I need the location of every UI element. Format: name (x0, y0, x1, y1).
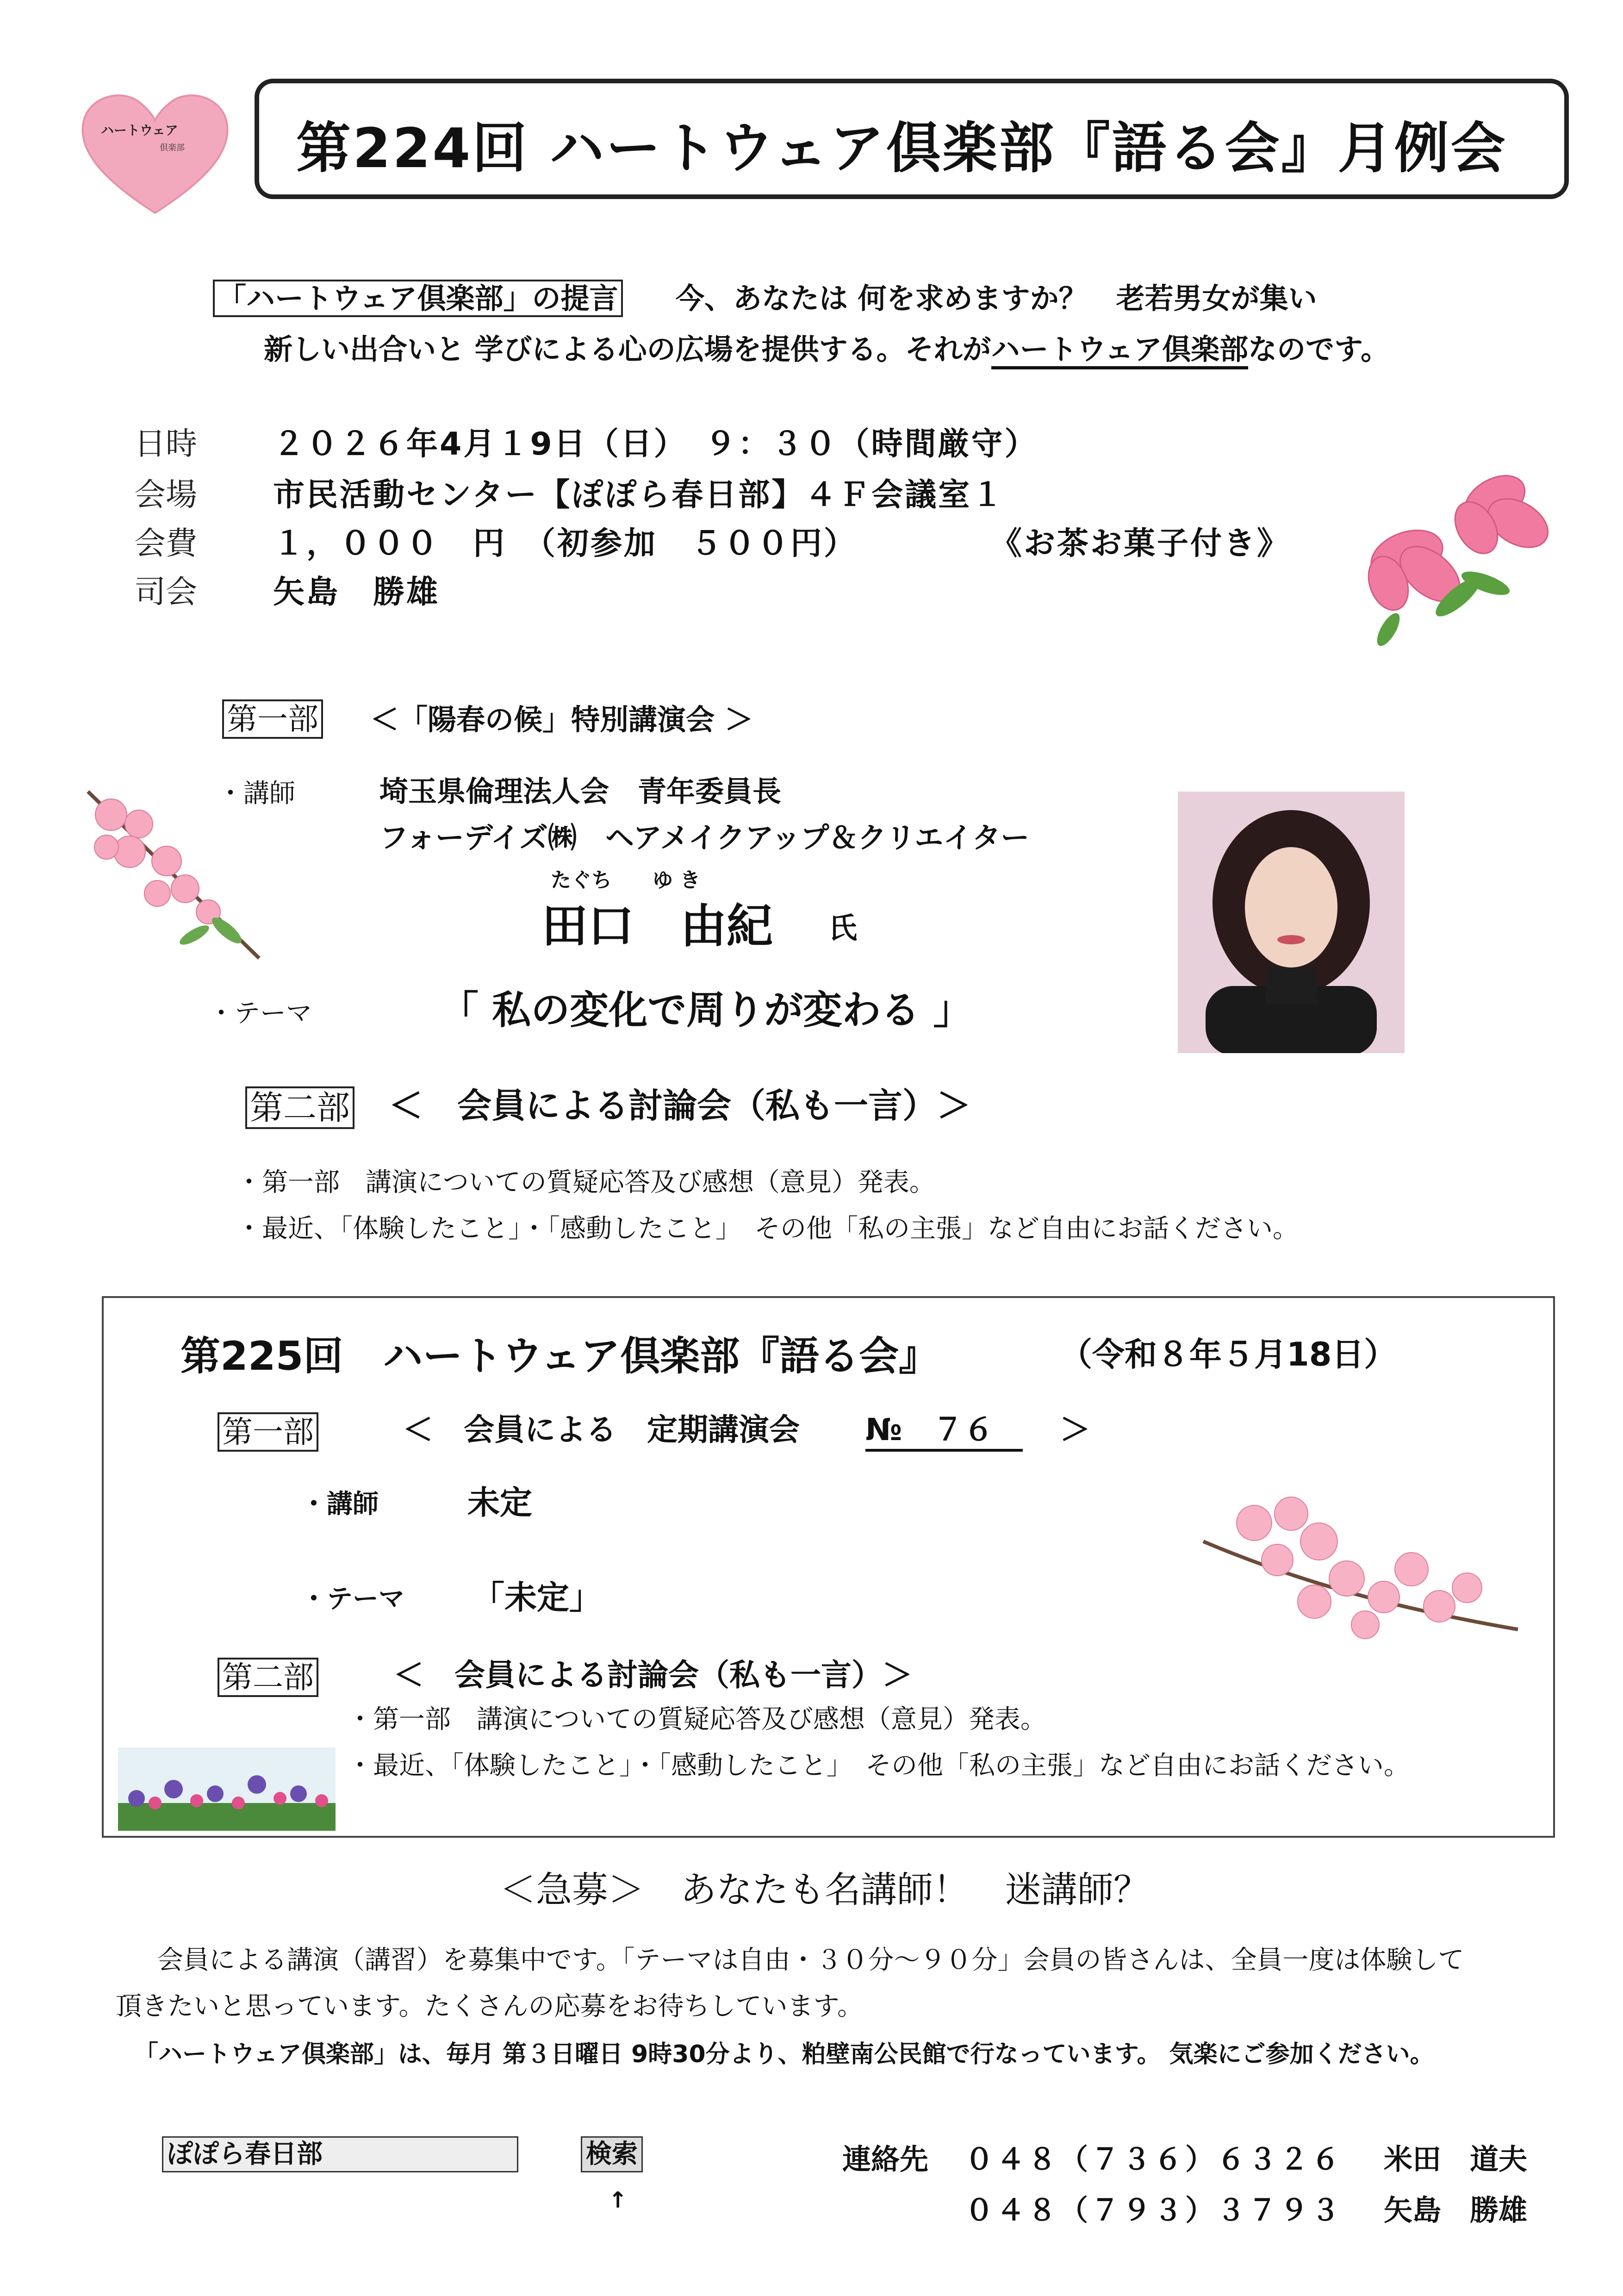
lecturer-name-ruby: たぐち ゆ き (551, 868, 701, 892)
proposal-line2 (264, 326, 1389, 368)
sakura-branch-image (1199, 1486, 1523, 1680)
proposal-line1: 今、あなたは 何を求めますか？ 老若男女が集い (676, 281, 1317, 315)
lecturer-honorific: 氏 (828, 911, 858, 945)
next-part1-close: ＞ (1060, 1412, 1090, 1447)
logo-text: ハートウェア (101, 123, 178, 138)
proposal-club-name: ハートウェア倶楽部 (991, 332, 1249, 369)
next-part2-bullet2: ・最近、「体験したこと」・「感動したこと」 その他「私の主張」など自由にお話ください。 (347, 1751, 1410, 1781)
fee-value: １，０００ 円 （初参加 ５００円） (273, 525, 858, 562)
venue-label: 会場 (134, 477, 198, 513)
part1-label: 第一部 (222, 699, 323, 739)
logo-subtext: 倶楽部 (160, 143, 185, 153)
part1-lecturer-label: ・講師 (218, 779, 295, 809)
mc-value: 矢島 勝雄 (273, 574, 440, 611)
part2-label: 第二部 (245, 1086, 354, 1129)
contact-person2: 矢島 勝雄 (1384, 2193, 1528, 2227)
next-title: 第225回 ハートウェア倶楽部『語る会』 (180, 1333, 939, 1379)
fee-note: 《お茶お菓子付き》 (990, 525, 1291, 562)
next-lecturer-label: ・講師 (301, 1489, 379, 1519)
next-part1-title: ＜ 会員による 定期講演会 (403, 1412, 800, 1447)
contact-phone2: ０４８（７９３）３７９３ (965, 2193, 1343, 2227)
contact-phone1: ０４８（７３６）６３２６ (965, 2142, 1343, 2176)
date-value: ２０２６年4月１9日（日） ９：３０（時間厳守） (273, 426, 1038, 462)
part1-lecturer-line2: フォーデイズ㈱ ヘアメイクアップ＆クリエイター (379, 821, 1030, 855)
page-title: 第224回 ハートウェア倶楽部『語る会』月例会 (296, 116, 1507, 180)
part2-bullet2: ・最近、「体験したこと」・「感動したこと」 その他「私の主張」など自由にお話ください。 (236, 1214, 1299, 1244)
lecturer-name: 田口 由紀 (541, 899, 773, 953)
part2-title: ＜ 会員による討論会（私も一言）＞ (389, 1086, 971, 1126)
search-button[interactable]: 検索 (581, 2136, 643, 2172)
proposal-label: 「ハートウェア倶楽部」の提言 (213, 280, 623, 317)
mc-label: 司会 (134, 574, 198, 611)
next-part1-number: № ７６ (865, 1405, 1023, 1452)
part1-theme: 「 私の変化で周りが変わる 」 (440, 987, 972, 1033)
recruit-heading: ＜急募＞ あなたも名講師！ 迷講師？ (500, 1869, 1150, 1911)
next-theme: 「未定」 (472, 1578, 602, 1616)
iris-flowers-image (118, 1747, 336, 1831)
next-part2-label: 第二部 (218, 1658, 318, 1697)
lecturer-photo (1178, 792, 1405, 1053)
heart-icon (79, 88, 231, 218)
next-lecturer: 未定 (467, 1484, 532, 1522)
recruit-body-line1: 会員による講演（講習）を募集中です。「テーマは自由・３０分～９０分」会員の皆さんは、全員一度は体験して (157, 1945, 1464, 1975)
proposal-line2-text: 新しい出合いと 学びによる心の広場を提供する。それが (264, 332, 991, 366)
next-part2-title: ＜ 会員による討論会（私も一言）＞ (393, 1657, 913, 1693)
heart-logo (79, 88, 231, 218)
part1-lecturer-line1: 埼玉県倫理法人会 青年委員長 (379, 774, 782, 808)
venue-value: 市民活動センター【ぽぽら春日部】４Ｆ会議室１ (273, 477, 1005, 513)
contact-person1: 米田 道夫 (1384, 2142, 1528, 2176)
date-label: 日時 (134, 426, 198, 462)
next-theme-label: ・テーマ (301, 1584, 404, 1614)
search-box[interactable]: ぽぽら春日部 (162, 2136, 518, 2172)
arrow-up-icon: ↑ (609, 2187, 628, 2213)
next-date: （令和８年５月18日） (1060, 1335, 1397, 1373)
recruit-body-line2: 頂きたいと思っています。たくさんの応募をお待ちしています。 (116, 1991, 864, 2021)
contact-label: 連絡先 (842, 2142, 929, 2176)
part1-theme-label: ・テーマ (208, 998, 312, 1029)
proposal-line2-end: なのです。 (1248, 332, 1390, 366)
portrait-image (1178, 792, 1405, 1053)
fee-label: 会費 (134, 525, 198, 562)
next-part1-label: 第一部 (218, 1412, 318, 1452)
azalea-flower-image (1351, 444, 1573, 662)
part2-bullet1: ・第一部 講演についての質疑応答及び感想（意見）発表。 (236, 1167, 935, 1198)
cherry-blossom-image (79, 782, 273, 967)
next-part2-bullet1: ・第一部 講演についての質疑応答及び感想（意見）発表。 (347, 1704, 1046, 1734)
part1-title: ＜「陽春の候」特別講演会 ＞ (370, 703, 753, 736)
recruit-note: 「ハートウェア倶楽部」は、毎月 第３日曜日 9時30分より、粕壁南公民館で行なっています。 気楽にご参加ください。 (134, 2040, 1434, 2068)
